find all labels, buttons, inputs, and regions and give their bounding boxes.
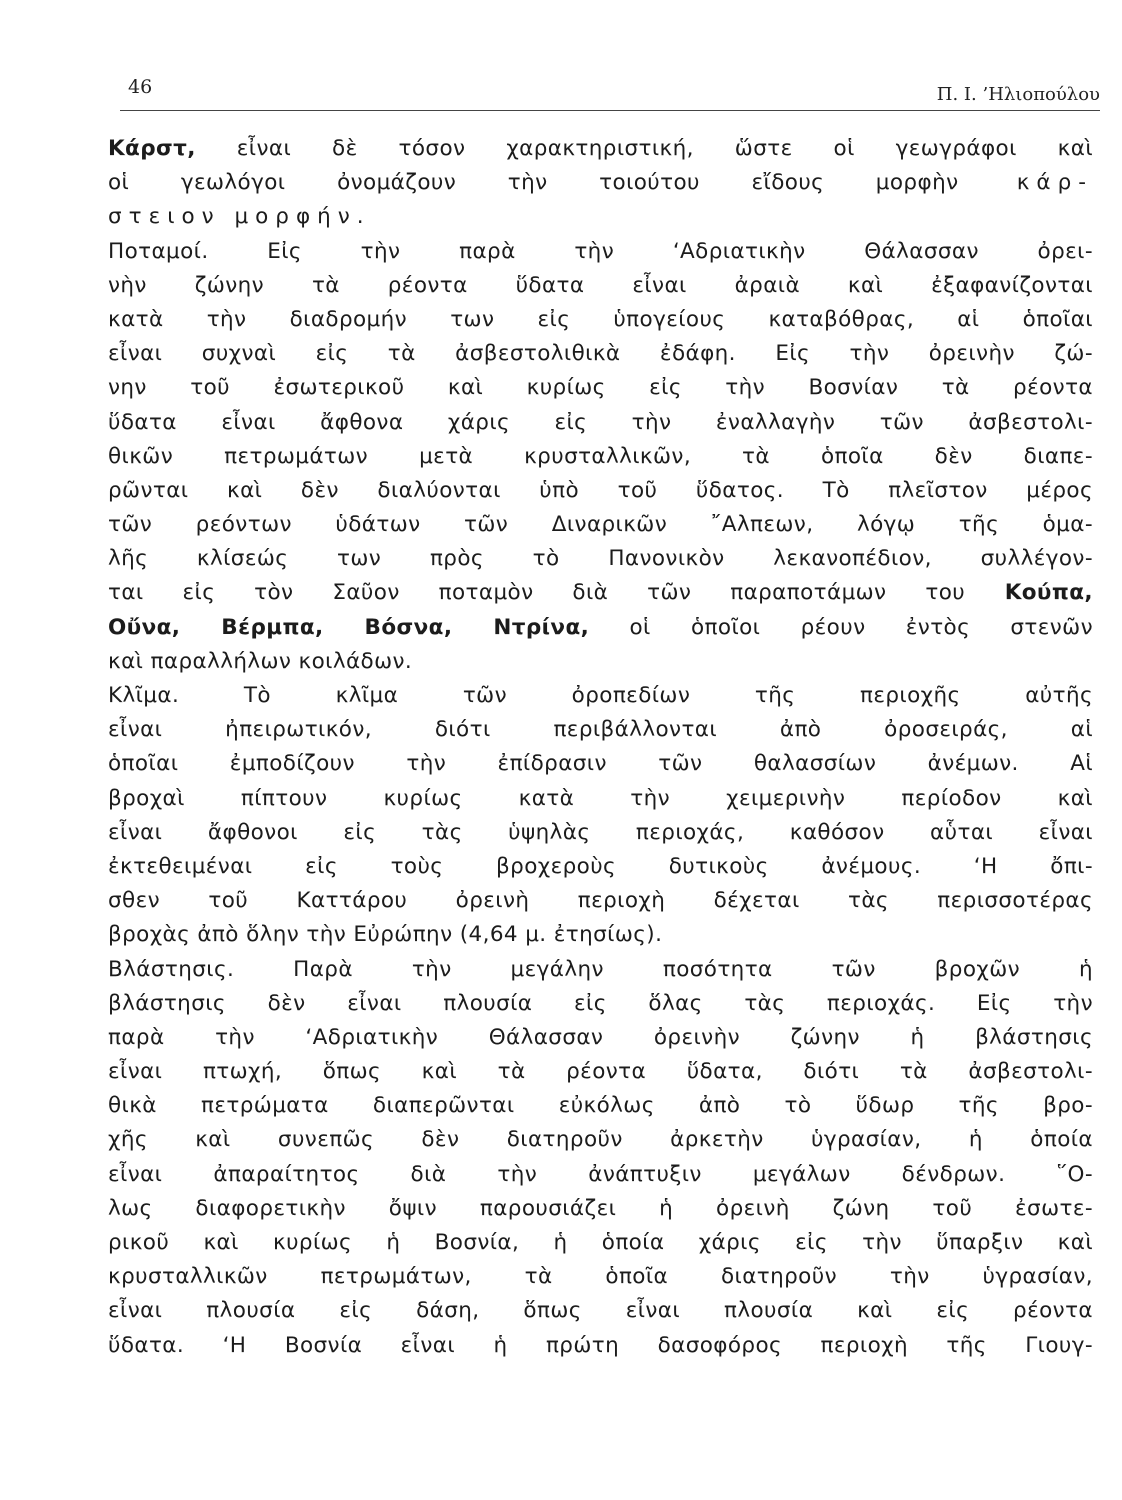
paragraph-rivers-start: Ποταμοί. Εἰς τὴν παρὰ τὴν ‘Αδριατικὴν Θάλασσαν ὀρει-: [108, 238, 1093, 264]
text-line: εἶναι πτωχή, ὅπως καὶ τὰ ρέοντα ὕδατα, διότι τὰ ἀσβεστολι-: [108, 1059, 1093, 1085]
spaced-term: κάρ-: [958, 170, 1093, 196]
text-line: θικῶν πετρωμάτων μετὰ κρυσταλλικῶν, τὰ ὁποῖα δὲν διαπε-: [108, 443, 1093, 469]
text-line: βροχαὶ πίπτουν κυρίως κατὰ τὴν χειμερινὴν περίοδον καὶ: [108, 785, 1093, 811]
text-run: οἱ γεωλόγοι ὀνομάζουν τὴν τοιούτου εἴδους μορφὴν: [108, 170, 959, 196]
text-line: ὕδατα εἶναι ἄφθονα χάρις εἰς τὴν ἐναλλαγὴν τῶν ἀσβεστολι-: [108, 409, 1093, 435]
text-line: νην τοῦ ἐσωτερικοῦ καὶ κυρίως εἰς τὴν Βοσνίαν τὰ ρέοντα: [108, 375, 1093, 401]
text-line: εἶναι ἠπειρωτικόν, διότι περιβάλλονται ἀπὸ ὀροσειράς, αἱ: [108, 717, 1093, 743]
text-line: χῆς καὶ συνεπῶς δὲν διατηροῦν ἀρκετὴν ὑγρασίαν, ἡ ὁποία: [108, 1127, 1093, 1153]
text-line: ἐκτεθειμέναι εἰς τοὺς βροχεροὺς δυτικοὺς ἀνέμους. ‘Η ὄπι-: [108, 853, 1093, 879]
text-line: [108, 611, 1093, 645]
text-line: ρῶνται καὶ δὲν διαλύονται ὑπὸ τοῦ ὕδατος. Τὸ πλεῖστον μέρος: [108, 477, 1093, 503]
text-line: [108, 132, 1093, 166]
body-text: [108, 132, 1093, 1363]
text-line: βροχὰς ἀπὸ ὅλην τὴν Εὐρώπην (4,64 μ. ἐτησίως).: [108, 922, 663, 948]
text-line: λῆς κλίσεώς των πρὸς τὸ Πανονικὸν λεκανοπέδιον, συλλέγον-: [108, 546, 1093, 572]
text-run: εἶναι δὲ τόσον χαρακτηριστική, ὥστε οἱ γεωγράφοι καὶ: [195, 136, 1093, 161]
text-line: παρὰ τὴν ‘Αδριατικὴν Θάλασσαν ὀρεινὴν ζώνην ἡ βλάστησις: [108, 1024, 1093, 1050]
text-line: κατὰ τὴν διαδρομήν των εἰς ὑπογείους καταβόθρας, αἱ ὁποῖαι: [108, 306, 1093, 332]
text-run: ται εἰς τὸν Σαῦον ποταμὸν διὰ τῶν παραποτάμων του: [108, 580, 966, 606]
text-line: [108, 576, 1093, 610]
text-line: ὕδατα. ‘Η Βοσνία εἶναι ἡ πρώτη δασοφόρος περιοχὴ τῆς Γιουγ-: [108, 1332, 1093, 1358]
text-line: ρικοῦ καὶ κυρίως ἡ Βοσνία, ἡ ὁποία χάρις εἰς τὴν ὕπαρξιν καὶ: [108, 1230, 1093, 1255]
text-line: εἶναι ἀπαραίτητος διὰ τὴν ἀνάπτυξιν μεγάλων δένδρων. ῞Ο-: [108, 1161, 1093, 1187]
paragraph-climate-start: Κλῖμα. Τὸ κλῖμα τῶν ὀροπεδίων τῆς περιοχῆς αὐτῆς: [108, 683, 1093, 708]
text-line: [108, 166, 1093, 200]
running-author: Π. Ι. ’Ηλιοπούλου: [936, 84, 1100, 105]
text-line: βλάστησις δὲν εἶναι πλουσία εἰς ὅλας τὰς περιοχάς. Εἰς τὴν: [108, 990, 1093, 1016]
text-line: εἶναι πλουσία εἰς δάση, ὅπως εἶναι πλουσία καὶ εἰς ρέοντα: [108, 1298, 1093, 1324]
spaced-term-line: στειον μορφήν.: [108, 204, 371, 230]
river-name: Κούπα,: [965, 580, 1093, 606]
text-line: ὁποῖαι ἐμποδίζουν τὴν ἐπίδρασιν τῶν θαλασσίων ἀνέμων. Αἱ: [108, 751, 1093, 777]
text-line: θικὰ πετρώματα διαπερῶνται εὐκόλως ἀπὸ τὸ ὕδωρ τῆς βρο-: [108, 1093, 1093, 1119]
text-line: εἶναι συχναὶ εἰς τὰ ἀσβεστολιθικὰ ἐδάφη. Εἰς τὴν ὀρεινὴν ζώ-: [108, 341, 1093, 367]
text-line: λως διαφορετικὴν ὄψιν παρουσιάζει ἡ ὀρεινὴ ζώνη τοῦ ἐσωτε-: [108, 1195, 1093, 1221]
text-line: εἶναι ἄφθονοι εἰς τὰς ὑψηλὰς περιοχάς, καθόσον αὗται εἶναι: [108, 819, 1093, 845]
term-karst: Κάρστ,: [108, 136, 196, 161]
text-line: κρυσταλλικῶν πετρωμάτων, τὰ ὁποῖα διατηροῦν τὴν ὑγρασίαν,: [108, 1264, 1093, 1290]
river-names: Οὔνα, Βέρμπα, Βόσνα, Ντρίνα,: [108, 614, 590, 640]
text-line: σθεν τοῦ Καττάρου ὀρεινὴ περιοχὴ δέχεται τὰς περισσοτέρας: [108, 888, 1093, 914]
text-run: οἱ ὁποῖοι ρέουν ἐντὸς στενῶν: [589, 614, 1093, 640]
text-line: νὴν ζώνην τὰ ρέοντα ὕδατα εἶναι ἀραιὰ καὶ ἐξαφανίζονται: [108, 272, 1093, 298]
running-header: [120, 70, 1100, 111]
page-number: 46: [128, 76, 153, 98]
text-line: τῶν ρεόντων ὑδάτων τῶν Διναρικῶν ῎Αλπεων, λόγῳ τῆς ὁμα-: [108, 512, 1093, 538]
text-line: καὶ παραλλήλων κοιλάδων.: [108, 648, 413, 674]
paragraph-vegetation-start: Βλάστησις. Παρὰ τὴν μεγάλην ποσότητα τῶν βροχῶν ἡ: [108, 956, 1093, 982]
